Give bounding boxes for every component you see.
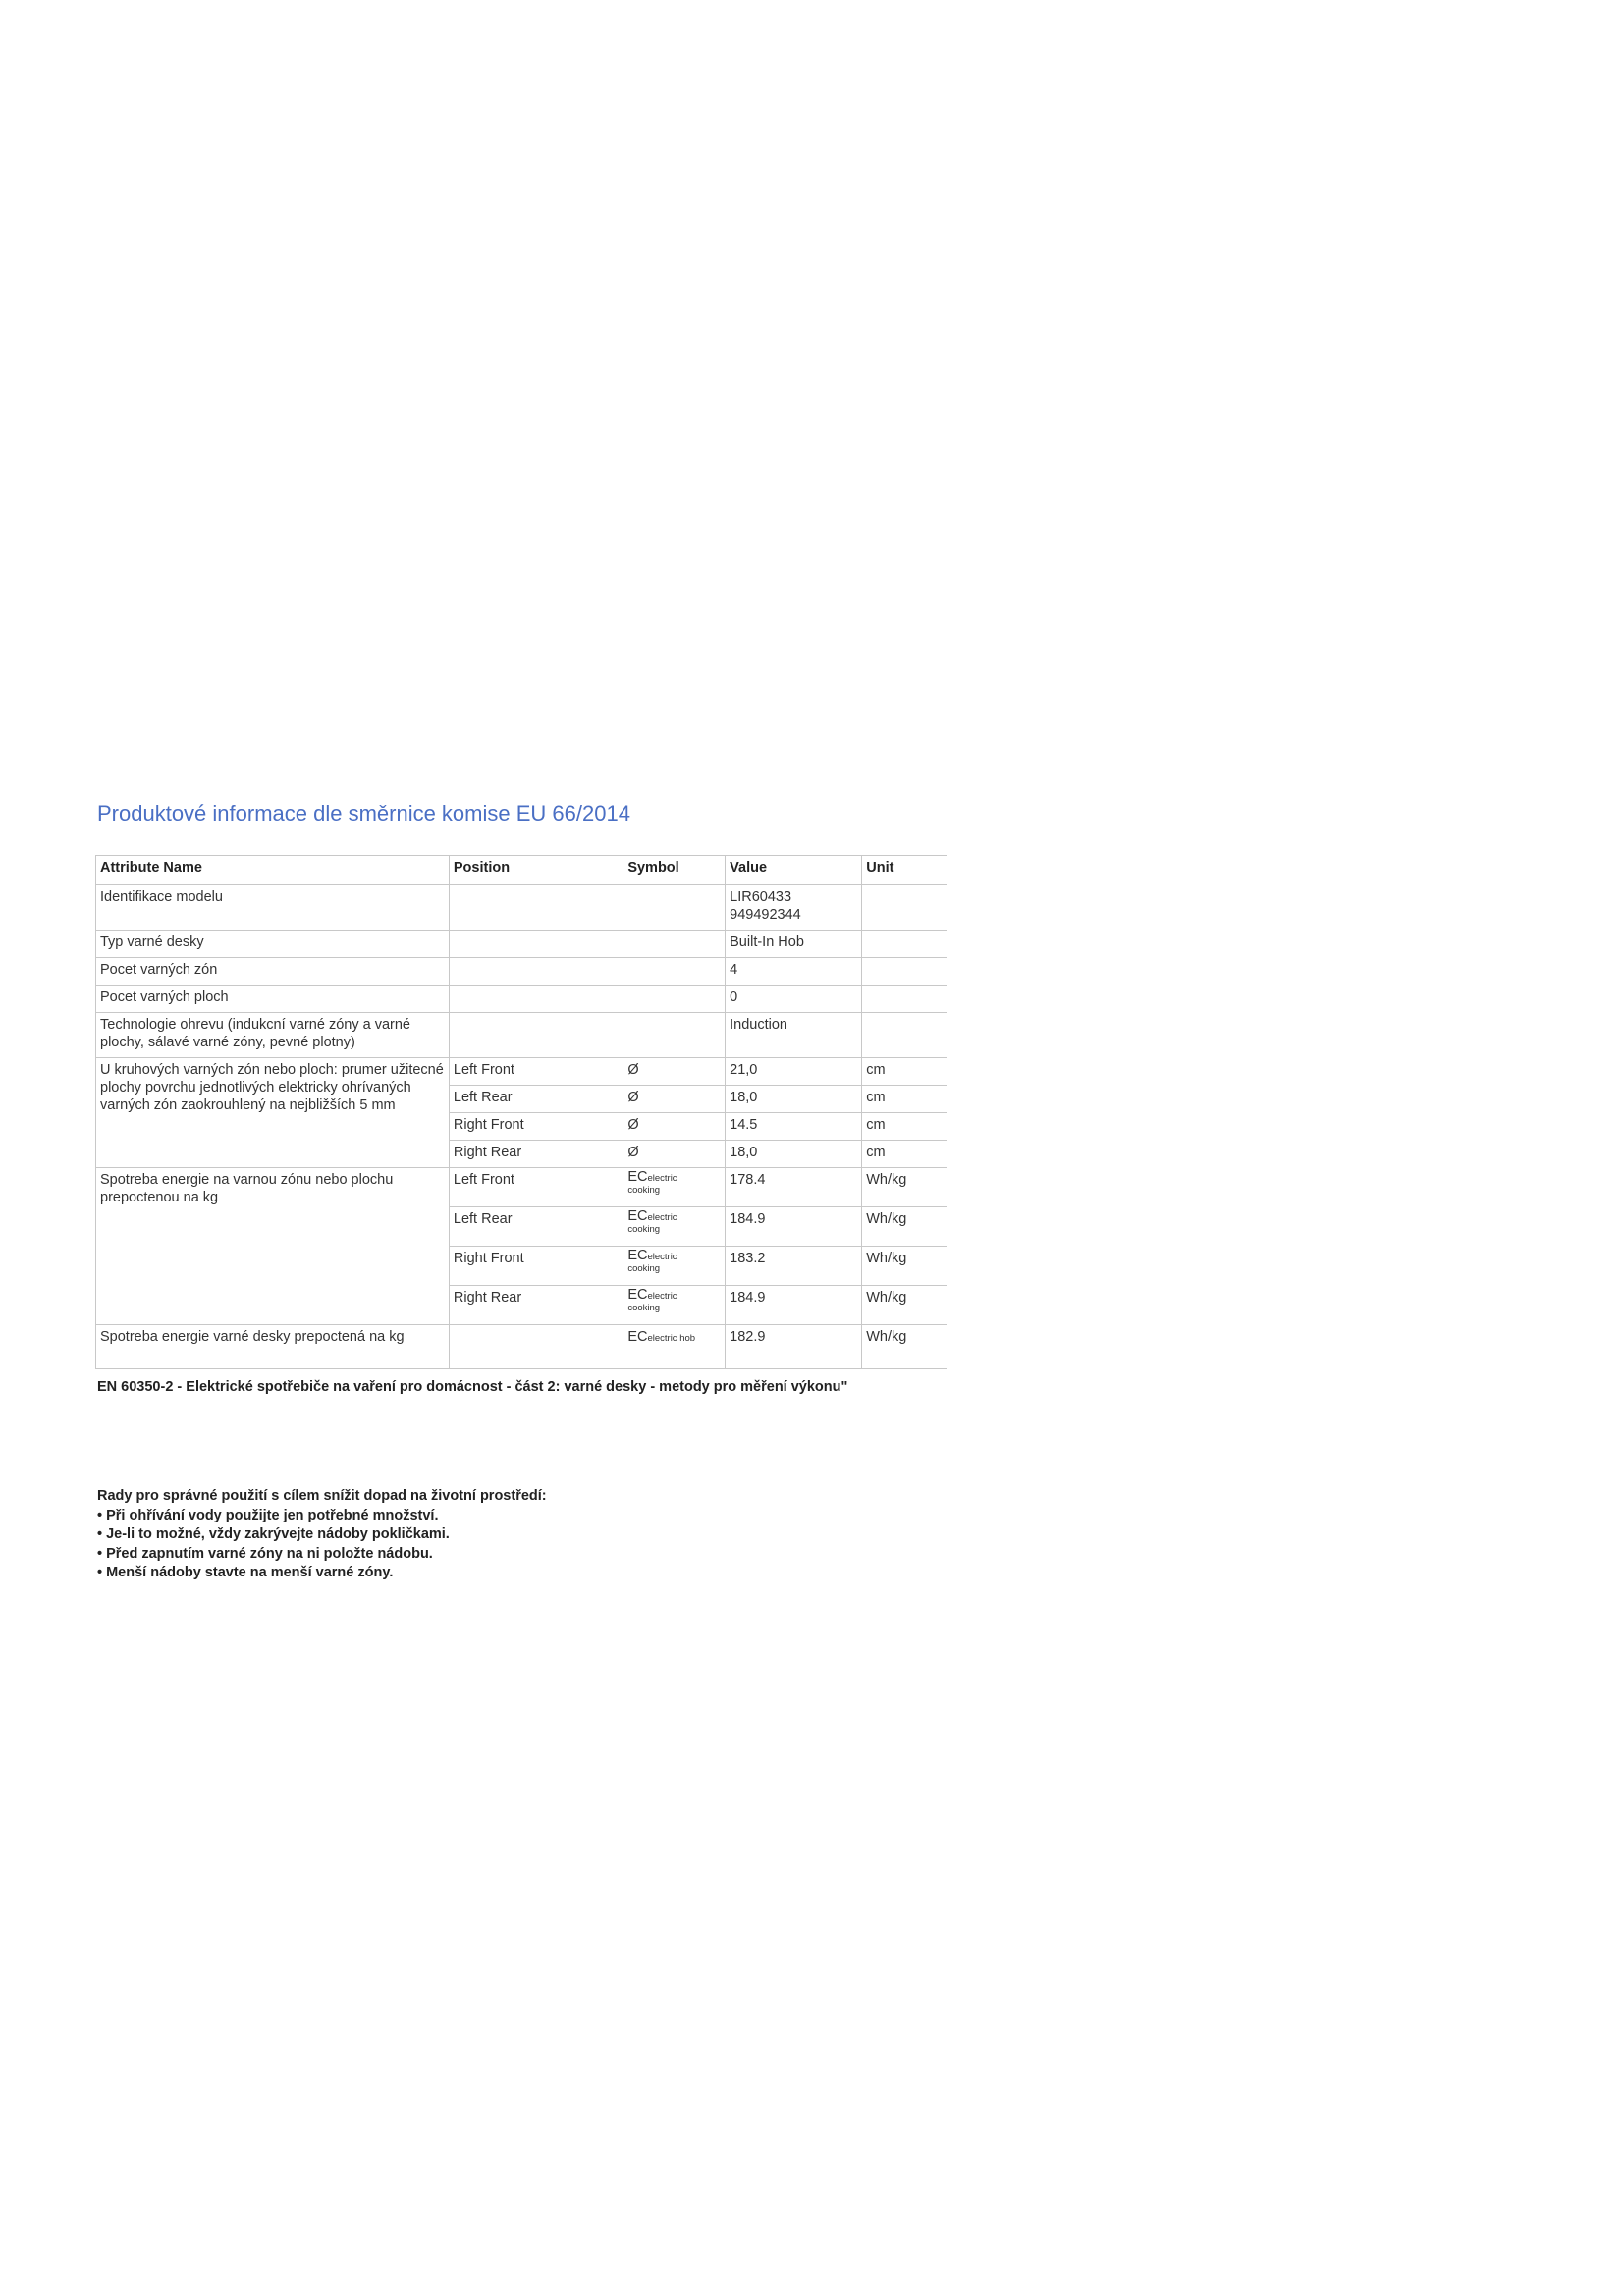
header-value: Value [726,856,862,885]
standard-note: EN 60350-2 - Elektrické spotřebiče na vaření pro domácnost - část 2: varné desky - metody pro měření výkonu" [97,1379,848,1395]
position-cell: Right Front [449,1113,623,1141]
symbol-cell: Ø [623,1113,726,1141]
position-cell [449,986,623,1013]
value-cell: 18,0 [726,1086,862,1113]
position-cell: Right Rear [449,1141,623,1168]
symbol-cell: Ø [623,1086,726,1113]
position-cell [449,931,623,958]
symbol-cell [623,1325,726,1369]
value-cell: 14.5 [726,1113,862,1141]
value-cell: 184.9 [726,1286,862,1325]
attribute-cell: U kruhových varných zón nebo ploch: prumer užitecné plochy povrchu jednotlivých elektricky ohrívaných varných zón zaokrouhlený na nejbližších 5 mm [96,1058,450,1168]
product-info-table [95,855,947,1369]
table-row [96,1168,947,1207]
tip-item: • Je-li to možné, vždy zakrývejte nádoby pokličkami. [97,1526,450,1542]
value-cell: 184.9 [726,1207,862,1247]
ec-symbol: ECelectric hob [627,1329,696,1345]
position-cell: Left Front [449,1058,623,1086]
unit-cell: cm [862,1141,947,1168]
table-row [96,1325,947,1369]
symbol-cell: Ø [623,1058,726,1086]
ec-symbol: ECelectric cooking [627,1287,677,1313]
unit-cell: Wh/kg [862,1286,947,1325]
unit-cell [862,931,947,958]
header-symbol: Symbol [623,856,726,885]
position-cell: Left Front [449,1168,623,1207]
ec-symbol: ECelectric cooking [627,1208,677,1235]
attribute-cell: Spotreba energie na varnou zónu nebo plochu prepoctenou na kg [96,1168,450,1325]
unit-cell [862,1013,947,1058]
tips-heading: Rady pro správné použití s cílem snížit dopad na životní prostředí: [97,1488,547,1504]
tip-item: • Menší nádoby stavte na menší varné zóny. [97,1565,394,1580]
attribute-cell: Pocet varných zón [96,958,450,986]
value-cell: 4 [726,958,862,986]
value-cell: 18,0 [726,1141,862,1168]
position-cell [449,958,623,986]
table-row [96,958,947,986]
symbol-cell [623,1207,726,1247]
header-attribute-name: Attribute Name [96,856,450,885]
symbol-cell [623,1286,726,1325]
position-cell [449,1325,623,1369]
symbol-cell: Ø [623,1141,726,1168]
value-cell: 182.9 [726,1325,862,1369]
symbol-cell [623,931,726,958]
unit-cell: cm [862,1086,947,1113]
unit-cell: Wh/kg [862,1207,947,1247]
table-row [96,1013,947,1058]
value-cell [726,885,862,931]
table-row [96,885,947,931]
value-cell: Built-In Hob [726,931,862,958]
unit-cell: Wh/kg [862,1247,947,1286]
tip-item: • Při ohřívání vody použijte jen potřebné množství. [97,1507,439,1523]
value-cell: Induction [726,1013,862,1058]
unit-cell: cm [862,1058,947,1086]
product-number: 949492344 [730,907,801,923]
tip-item: • Před zapnutím varné zóny na ni položte nádobu. [97,1545,433,1562]
unit-cell: Wh/kg [862,1168,947,1207]
symbol-cell [623,986,726,1013]
symbol-cell [623,1247,726,1286]
table-row [96,1058,947,1086]
unit-cell: cm [862,1113,947,1141]
ec-symbol: ECelectric cooking [627,1169,677,1196]
symbol-cell [623,1168,726,1207]
table-row [96,986,947,1013]
position-cell: Right Rear [449,1286,623,1325]
unit-cell [862,986,947,1013]
usage-tips [97,1487,785,1580]
ec-symbol: ECelectric cooking [627,1248,677,1274]
value-cell: 21,0 [726,1058,862,1086]
value-cell: 178.4 [726,1168,862,1207]
symbol-cell [623,885,726,931]
symbol-cell [623,1013,726,1058]
attribute-cell: Spotreba energie varné desky prepoctená na kg [96,1325,450,1369]
symbol-cell [623,958,726,986]
attribute-cell: Pocet varných ploch [96,986,450,1013]
attribute-cell: Identifikace modelu [96,885,450,931]
header-unit: Unit [862,856,947,885]
table-header-row [96,856,947,885]
position-cell: Left Rear [449,1086,623,1113]
attribute-cell: Technologie ohrevu (indukcní varné zóny a varné plochy, sálavé varné zóny, pevné plotny) [96,1013,450,1058]
page-title: Produktové informace dle směrnice komise EU 66/2014 [97,801,630,826]
position-cell [449,1013,623,1058]
header-position: Position [449,856,623,885]
position-cell [449,885,623,931]
model-number: LIR60433 [730,889,792,905]
unit-cell: Wh/kg [862,1325,947,1369]
unit-cell [862,958,947,986]
value-cell: 0 [726,986,862,1013]
position-cell: Right Front [449,1247,623,1286]
attribute-cell: Typ varné desky [96,931,450,958]
unit-cell [862,885,947,931]
position-cell: Left Rear [449,1207,623,1247]
value-cell: 183.2 [726,1247,862,1286]
table-row [96,931,947,958]
